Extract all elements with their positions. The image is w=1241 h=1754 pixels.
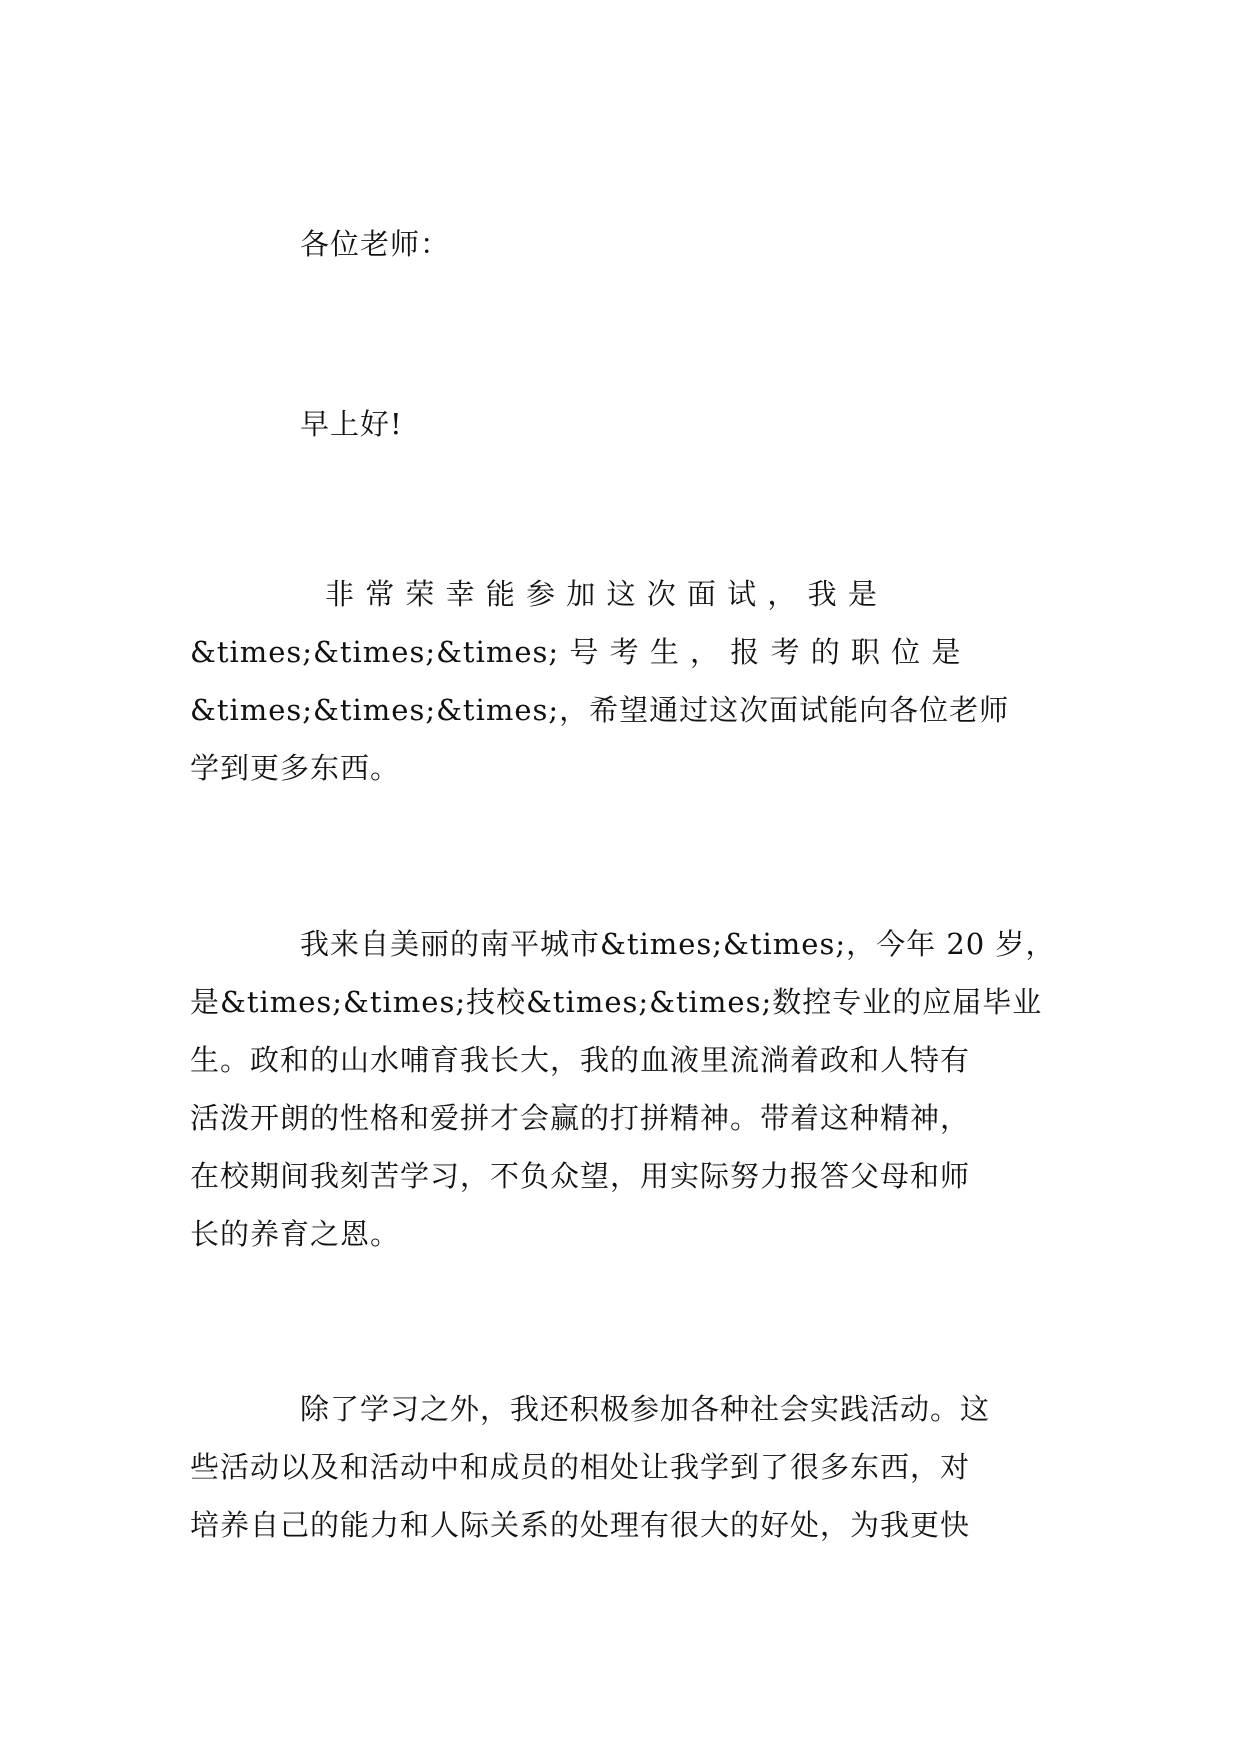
greeting-text: 早上好!: [300, 407, 403, 441]
paragraph-line: 活泼开朗的性格和爱拼才会赢的打拼精神。带着这种精神，: [190, 1101, 971, 1135]
paragraph-line: 培养自己的能力和人际关系的处理有很大的好处，为我更快: [190, 1508, 971, 1542]
paragraph-line: 些活动以及和活动中和成员的相处让我学到了很多东西，对: [190, 1450, 971, 1484]
paragraph-line: &times;&times;&times;，希望通过这次面试能向各位老师: [190, 693, 1010, 727]
paragraph-line: 非 常 荣 幸 能 参 加 这 次 面 试 ， 我 是: [325, 577, 878, 611]
paragraph-line: 我来自美丽的南平城市&times;&times;，今年 20 岁，: [300, 927, 1056, 961]
paragraph-line: 学到更多东西。: [190, 751, 401, 785]
paragraph-line: 是&times;&times;技校&times;&times;数控专业的应届毕业: [190, 985, 1043, 1019]
salutation-text: 各位老师：: [300, 227, 451, 261]
paragraph-background: [190, 915, 1056, 1263]
greeting: [300, 395, 1161, 453]
paragraph-line: &times;&times;&times; 号 考 生 ， 报 考 的 职 位 是: [190, 635, 962, 669]
paragraph-line: 除了学习之外，我还积极参加各种社会实践活动。这: [300, 1392, 991, 1426]
paragraph-activities: [190, 1380, 1051, 1554]
salutation: [300, 215, 1161, 273]
paragraph-intro: [190, 565, 1051, 797]
paragraph-line: 在校期间我刻苦学习，不负众望，用实际努力报答父母和师: [190, 1159, 971, 1193]
paragraph-line: 长的养育之恩。: [190, 1217, 401, 1251]
paragraph-line: 生。政和的山水哺育我长大，我的血液里流淌着政和人特有: [190, 1043, 971, 1077]
